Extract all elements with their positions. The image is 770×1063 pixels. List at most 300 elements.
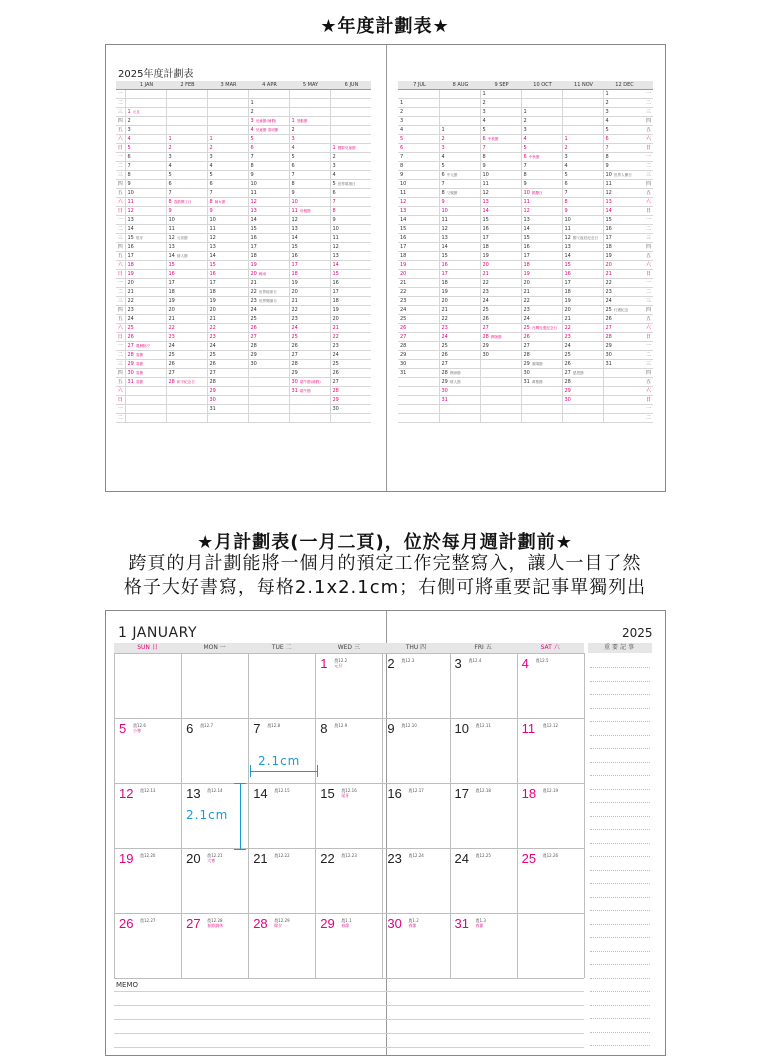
yearly-day-cell: 16 — [439, 261, 480, 270]
lunar-date: 農12.15 — [274, 788, 290, 793]
yearly-day-cell: 19 — [439, 288, 480, 297]
notes-line — [590, 762, 650, 763]
yearly-day-cell — [480, 360, 521, 369]
yearly-day-cell: 1 元旦 — [125, 108, 166, 117]
yearly-day-cell — [166, 405, 207, 414]
yearly-day-cell: 21 — [439, 306, 480, 315]
yearly-day-cell: 5 — [603, 126, 644, 135]
yearly-day-cell — [166, 117, 207, 126]
yearly-day-cell: 7 — [330, 198, 371, 207]
yearly-day-cell: 27 農曆除夕 — [125, 342, 166, 351]
memo-line — [114, 1047, 584, 1048]
yearly-day-cell — [248, 405, 289, 414]
yearly-day-cell: 22 — [521, 297, 562, 306]
yearly-row — [398, 198, 653, 207]
day-number: 9 — [387, 721, 395, 736]
yearly-day-cell: 8 — [330, 207, 371, 216]
yearly-row — [398, 369, 653, 378]
weekday-label: 六 — [116, 198, 125, 207]
day-number: 15 — [320, 786, 335, 801]
day-number: 7 — [253, 721, 261, 736]
yearly-day-cell: 17 — [289, 261, 330, 270]
yearly-day-cell: 13 — [439, 234, 480, 243]
yearly-row — [116, 360, 371, 369]
yearly-day-cell: 18 — [603, 243, 644, 252]
weekday-label: 一 — [645, 154, 651, 160]
weekday-label: 二 — [116, 162, 125, 171]
weekday-label: 二 — [116, 225, 125, 234]
yearly-row — [398, 243, 653, 252]
day-number: 19 — [119, 851, 134, 866]
yearly-day-cell: 5 — [398, 135, 439, 144]
yearly-row — [398, 225, 653, 234]
yearly-row — [116, 189, 371, 198]
yearly-day-cell — [562, 90, 603, 99]
yearly-day-cell: 26 — [603, 315, 644, 324]
yearly-day-cell: 19 — [330, 306, 371, 315]
yearly-day-cell: 11 — [125, 198, 166, 207]
yearly-day-cell: 4 — [166, 162, 207, 171]
yearly-table-left — [116, 81, 371, 423]
notes-line — [590, 843, 650, 844]
yearly-day-cell: 13 — [521, 216, 562, 225]
yearly-day-cell: 31 — [398, 369, 439, 378]
yearly-day-cell — [166, 396, 207, 405]
yearly-day-cell: 19 — [207, 297, 248, 306]
yearly-day-cell: 1 — [207, 135, 248, 144]
notes-line — [590, 951, 650, 952]
yearly-day-cell — [521, 414, 562, 423]
lunar-date: 農12.5 — [535, 658, 549, 663]
day-header: SUN 日 — [137, 644, 158, 651]
yearly-day-cell: 20 — [480, 261, 521, 270]
yearly-day-cell: 3 — [480, 108, 521, 117]
yearly-day-cell: 22 — [480, 279, 521, 288]
weekday-label: 二 — [116, 414, 125, 423]
yearly-day-cell: 14 — [562, 252, 603, 261]
yearly-day-cell: 21 — [480, 270, 521, 279]
yearly-title: 2025年度計劃表 — [118, 69, 194, 80]
yearly-day-cell: 18 — [398, 252, 439, 261]
weekday-label: 一 — [116, 342, 125, 351]
holiday-label: 元旦 — [334, 663, 343, 668]
grid-line — [114, 653, 115, 978]
yearly-row — [398, 297, 653, 306]
yearly-row — [116, 414, 371, 423]
weekday-label: 三 — [645, 298, 651, 304]
yearly-day-cell: 25 — [125, 324, 166, 333]
yearly-day-cell: 29 — [207, 387, 248, 396]
yearly-day-cell: 14 — [603, 207, 644, 216]
yearly-day-cell: 19 — [480, 252, 521, 261]
lunar-date: 農12.7 — [200, 723, 213, 728]
yearly-day-cell: 9 — [207, 207, 248, 216]
yearly-day-cell: 18 — [166, 288, 207, 297]
yearly-day-cell — [398, 396, 439, 405]
dimension-label-height: 2.1cm — [186, 808, 229, 822]
month-header: 4 APR — [248, 81, 289, 90]
yearly-day-cell: 12 — [398, 198, 439, 207]
yearly-day-cell: 1 勞動節 — [289, 117, 330, 126]
yearly-day-cell: 15 — [562, 261, 603, 270]
lunar-date: 農12.26 — [542, 853, 559, 858]
yearly-day-cell — [439, 405, 480, 414]
yearly-day-cell — [480, 405, 521, 414]
yearly-row — [116, 216, 371, 225]
yearly-day-cell: 9 — [330, 216, 371, 225]
yearly-day-cell: 12 — [248, 198, 289, 207]
yearly-day-cell — [125, 405, 166, 414]
yearly-row — [116, 162, 371, 171]
yearly-day-cell: 20 — [289, 288, 330, 297]
yearly-day-cell — [480, 369, 521, 378]
yearly-day-cell: 5 — [521, 144, 562, 153]
holiday-label: 小寒 — [133, 728, 141, 733]
yearly-day-cell: 15 — [521, 234, 562, 243]
yearly-day-cell — [562, 99, 603, 108]
yearly-row — [398, 306, 653, 315]
yearly-day-cell — [166, 414, 207, 423]
notes-line — [590, 1032, 650, 1033]
yearly-day-cell: 10 — [439, 207, 480, 216]
yearly-day-cell: 11 — [521, 198, 562, 207]
yearly-row — [116, 108, 371, 117]
yearly-day-cell: 13 — [166, 243, 207, 252]
lunar-date: 農1.3 春節 — [475, 918, 486, 928]
yearly-day-cell: 16 — [330, 279, 371, 288]
yearly-day-cell: 9 — [398, 171, 439, 180]
yearly-day-cell: 28 春節 — [125, 351, 166, 360]
yearly-day-cell: 4 — [480, 117, 521, 126]
yearly-day-cell — [603, 378, 644, 387]
yearly-day-cell: 14 — [207, 252, 248, 261]
yearly-day-cell: 20 — [521, 279, 562, 288]
yearly-day-cell: 21 — [398, 279, 439, 288]
yearly-day-cell: 25 — [207, 351, 248, 360]
lunar-date: 農12.4 — [468, 658, 482, 663]
yearly-day-cell: 31 — [207, 405, 248, 414]
notes-line — [590, 681, 650, 682]
yearly-day-cell — [521, 387, 562, 396]
yearly-day-cell — [480, 414, 521, 423]
yearly-day-cell: 14 — [521, 225, 562, 234]
day-number: 22 — [320, 851, 335, 866]
yearly-day-cell: 22 — [330, 333, 371, 342]
yearly-day-cell — [248, 90, 289, 99]
yearly-day-cell: 7 — [521, 162, 562, 171]
yearly-heading: ★年度計劃表★ — [320, 16, 450, 37]
weekday-label: 六 — [116, 324, 125, 333]
weekday-label: 五 — [645, 253, 651, 259]
yearly-day-cell: 30 端午節(補假) — [289, 378, 330, 387]
yearly-day-cell: 26 — [480, 315, 521, 324]
yearly-day-cell: 4 — [521, 135, 562, 144]
yearly-day-cell: 17 — [521, 252, 562, 261]
yearly-day-cell: 19 — [398, 261, 439, 270]
yearly-day-cell: 11 母親節 — [289, 207, 330, 216]
notes-line — [590, 816, 650, 817]
yearly-day-cell: 1 國際兒童節 — [330, 144, 371, 153]
yearly-day-cell: 9 — [166, 207, 207, 216]
yearly-day-cell — [207, 108, 248, 117]
yearly-day-cell: 16 — [166, 270, 207, 279]
yearly-day-cell: 23 — [439, 324, 480, 333]
lunar-date: 農12.24 — [408, 853, 424, 858]
yearly-day-cell: 16 — [480, 225, 521, 234]
yearly-day-cell: 26 — [562, 360, 603, 369]
yearly-day-cell: 17 — [166, 279, 207, 288]
day-header: FRI 五 — [474, 644, 492, 651]
yearly-day-cell: 31 — [439, 396, 480, 405]
weekday-label: 日 — [116, 270, 125, 279]
holiday-label: 尾牙 — [341, 793, 350, 798]
weekday-label: 四 — [116, 369, 125, 378]
weekday-label: 五 — [116, 378, 125, 387]
yearly-row — [116, 126, 371, 135]
grid-line — [114, 783, 584, 784]
yearly-day-cell: 6 — [289, 162, 330, 171]
yearly-day-cell: 16 — [521, 243, 562, 252]
yearly-day-cell — [603, 396, 644, 405]
yearly-day-cell: 28 — [603, 333, 644, 342]
yearly-day-cell — [562, 405, 603, 414]
notes-line — [590, 748, 650, 749]
notes-line — [590, 802, 650, 803]
day-header: THU 四 — [405, 644, 427, 651]
yearly-day-cell: 14 — [330, 261, 371, 270]
yearly-day-cell: 26 — [289, 342, 330, 351]
yearly-day-cell: 15 — [603, 216, 644, 225]
yearly-day-cell: 1 — [562, 135, 603, 144]
yearly-day-cell: 3 — [521, 126, 562, 135]
yearly-day-cell: 1 — [398, 99, 439, 108]
yearly-day-cell: 31 端午節 — [289, 387, 330, 396]
yearly-day-cell: 30 — [248, 360, 289, 369]
yearly-day-cell: 21 — [289, 297, 330, 306]
yearly-day-cell — [166, 387, 207, 396]
yearly-day-cell: 31 — [603, 360, 644, 369]
month-header: 6 JUN — [330, 81, 371, 90]
yearly-day-cell: 24 — [562, 342, 603, 351]
day-number: 14 — [253, 786, 268, 801]
day-number: 16 — [387, 786, 402, 801]
yearly-day-cell: 29 — [248, 351, 289, 360]
yearly-day-cell: 9 — [603, 162, 644, 171]
yearly-row — [116, 243, 371, 252]
yearly-row — [116, 369, 371, 378]
yearly-day-cell: 30 春節 — [125, 369, 166, 378]
yearly-day-cell: 16 — [207, 270, 248, 279]
notes-line — [590, 721, 650, 722]
yearly-row — [116, 198, 371, 207]
yearly-row — [398, 126, 653, 135]
weekday-label: 一 — [116, 405, 125, 414]
yearly-day-cell: 19 — [125, 270, 166, 279]
yearly-day-cell: 8 — [603, 153, 644, 162]
yearly-day-cell: 7 — [480, 144, 521, 153]
month-header: 7 JUL — [398, 81, 439, 90]
yearly-day-cell: 27 — [330, 378, 371, 387]
yearly-day-cell — [398, 378, 439, 387]
grid-line — [584, 653, 585, 978]
yearly-day-cell: 24 — [248, 306, 289, 315]
yearly-day-cell: 25 — [480, 306, 521, 315]
day-number: 2 — [387, 656, 395, 671]
weekday-label: 五 — [645, 379, 651, 385]
yearly-day-cell: 10 — [166, 216, 207, 225]
yearly-day-cell: 21 — [207, 315, 248, 324]
yearly-row — [398, 288, 653, 297]
yearly-day-cell: 28 — [289, 360, 330, 369]
yearly-day-cell: 10 — [207, 216, 248, 225]
yearly-row — [116, 90, 371, 99]
yearly-day-cell: 17 — [248, 243, 289, 252]
yearly-day-cell — [562, 126, 603, 135]
yearly-day-cell: 28 教師節 — [480, 333, 521, 342]
yearly-day-cell — [330, 126, 371, 135]
yearly-day-cell: 11 — [480, 180, 521, 189]
notes-line — [590, 964, 650, 965]
weekday-label: 二 — [645, 415, 651, 421]
month-year: 2025 — [622, 626, 653, 640]
yearly-day-cell: 6 — [562, 180, 603, 189]
yearly-day-cell: 18 — [562, 288, 603, 297]
dimension-label-width: 2.1cm — [258, 754, 301, 768]
yearly-day-cell: 18 — [207, 288, 248, 297]
yearly-day-cell: 20 — [439, 297, 480, 306]
yearly-row — [398, 117, 653, 126]
yearly-day-cell: 27 感恩節 — [562, 369, 603, 378]
yearly-day-cell: 19 — [562, 297, 603, 306]
yearly-day-cell: 6 — [125, 153, 166, 162]
yearly-day-cell: 22 — [439, 315, 480, 324]
yearly-row — [116, 153, 371, 162]
yearly-day-cell: 1 — [248, 99, 289, 108]
yearly-day-cell — [125, 90, 166, 99]
day-header: TUE 二 — [271, 644, 292, 651]
yearly-day-cell: 7 — [248, 153, 289, 162]
holiday-label: 春節 — [408, 923, 417, 928]
yearly-row — [116, 207, 371, 216]
yearly-day-cell: 4 — [207, 162, 248, 171]
yearly-row — [116, 225, 371, 234]
yearly-day-cell — [289, 396, 330, 405]
yearly-day-cell: 8 — [125, 171, 166, 180]
yearly-day-cell: 5 — [166, 171, 207, 180]
yearly-day-cell: 25 台灣光復紀念日 — [521, 324, 562, 333]
lunar-date: 農12.17 — [408, 788, 424, 793]
yearly-day-cell: 13 — [480, 198, 521, 207]
month-title: 1 JANUARY — [118, 625, 197, 641]
yearly-day-cell: 19 — [248, 261, 289, 270]
weekday-label: 五 — [116, 189, 125, 198]
yearly-day-cell — [521, 90, 562, 99]
yearly-day-cell: 29 — [330, 396, 371, 405]
yearly-day-cell: 24 — [330, 351, 371, 360]
yearly-day-cell — [439, 99, 480, 108]
yearly-day-cell: 23 — [562, 333, 603, 342]
yearly-day-cell: 9 — [248, 171, 289, 180]
weekday-label: 六 — [645, 388, 651, 394]
day-number: 4 — [521, 656, 529, 671]
day-header-bar — [114, 643, 584, 653]
yearly-day-cell: 8 婦女節 — [207, 198, 248, 207]
yearly-day-cell — [562, 117, 603, 126]
yearly-day-cell: 12 — [480, 189, 521, 198]
yearly-day-cell: 20 — [330, 315, 371, 324]
yearly-day-cell: 23 — [166, 333, 207, 342]
weekday-label: 五 — [116, 252, 125, 261]
yearly-day-cell: 11 — [439, 216, 480, 225]
yearly-day-cell: 6 — [603, 135, 644, 144]
month-header: 8 AUG — [439, 81, 480, 90]
yearly-day-cell: 8 春節開工日 — [166, 198, 207, 207]
yearly-day-cell: 25 行憲紀念 — [603, 306, 644, 315]
yearly-day-cell: 26 — [439, 351, 480, 360]
yearly-day-cell: 24 — [207, 342, 248, 351]
yearly-day-cell: 10 世界人權日 — [603, 171, 644, 180]
weekday-label: 六 — [645, 199, 651, 205]
yearly-day-cell: 3 — [603, 108, 644, 117]
grid-line — [450, 653, 451, 978]
weekday-label: 二 — [645, 163, 651, 169]
spread-fold — [386, 45, 387, 491]
yearly-day-cell: 15 — [207, 261, 248, 270]
yearly-day-cell — [603, 387, 644, 396]
yearly-day-cell: 22 — [166, 324, 207, 333]
yearly-day-cell: 16 — [289, 252, 330, 261]
grid-line — [248, 653, 249, 978]
yearly-day-cell — [166, 99, 207, 108]
weekday-label: 一 — [645, 217, 651, 223]
yearly-day-cell: 16 — [562, 270, 603, 279]
yearly-day-cell — [248, 414, 289, 423]
yearly-row — [398, 216, 653, 225]
weekday-label: 一 — [116, 153, 125, 162]
yearly-day-cell: 28 教師節 — [439, 369, 480, 378]
yearly-day-cell: 4 — [562, 162, 603, 171]
grid-line — [114, 653, 584, 654]
yearly-day-cell: 20 — [125, 279, 166, 288]
weekday-label: 六 — [116, 387, 125, 396]
yearly-day-cell: 29 重陽節 — [521, 360, 562, 369]
notes-line — [590, 694, 650, 695]
yearly-day-cell: 14 — [125, 225, 166, 234]
yearly-row — [116, 342, 371, 351]
day-number: 29 — [320, 916, 335, 931]
yearly-day-cell: 28 — [248, 342, 289, 351]
day-header: SAT 六 — [540, 644, 560, 651]
yearly-day-cell: 30 — [398, 360, 439, 369]
yearly-row — [398, 342, 653, 351]
weekday-label: 二 — [645, 352, 651, 358]
notes-line — [590, 1045, 650, 1046]
month-header: 11 NOV — [562, 81, 603, 90]
day-number: 1 — [320, 656, 328, 671]
yearly-day-cell: 2 — [289, 126, 330, 135]
grid-line — [181, 653, 182, 978]
yearly-day-cell: 13 — [289, 225, 330, 234]
yearly-day-cell: 27 — [521, 342, 562, 351]
yearly-day-cell: 24 — [125, 315, 166, 324]
yearly-day-cell: 21 — [330, 324, 371, 333]
yearly-day-cell: 13 — [330, 252, 371, 261]
yearly-day-cell: 29 — [398, 351, 439, 360]
notes-line — [590, 829, 650, 830]
yearly-day-cell: 15 — [248, 225, 289, 234]
day-header: MON 一 — [203, 644, 226, 651]
yearly-day-cell: 23 — [125, 306, 166, 315]
